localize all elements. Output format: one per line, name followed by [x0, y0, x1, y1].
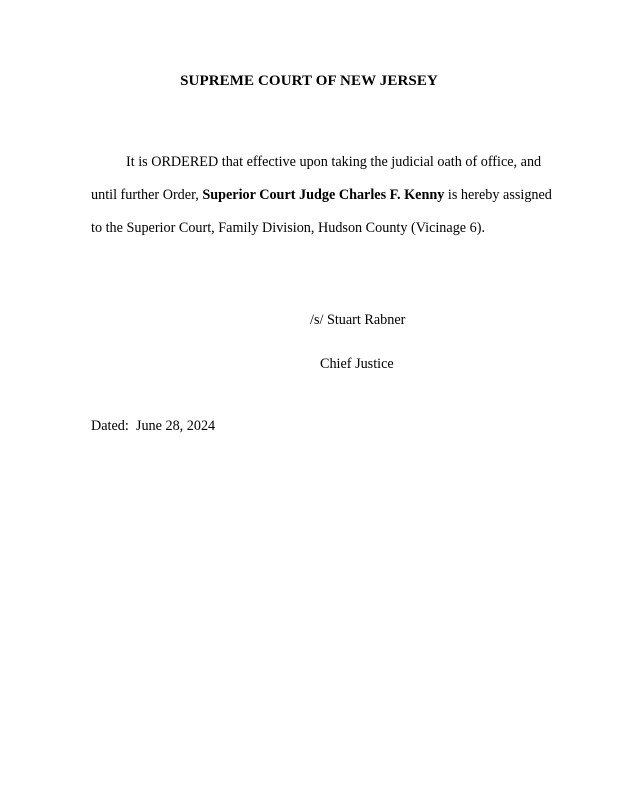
- signer-title: Chief Justice: [320, 356, 394, 372]
- dated-label: Dated:: [91, 418, 129, 434]
- judge-name: Superior Court Judge Charles F. Kenny: [202, 187, 445, 203]
- order-paragraph: [91, 146, 552, 245]
- dated-date: June 28, 2024: [135, 418, 216, 434]
- order-line-2: [91, 179, 552, 212]
- order-line-3: to the Superior Court, Family Division, Hudson County (Vicinage 6).: [91, 220, 486, 236]
- order-line-2-suffix: is hereby assigned: [444, 187, 552, 203]
- order-line-2-prefix: until further Order,: [91, 187, 203, 203]
- signature: /s/ Stuart Rabner: [310, 312, 406, 328]
- court-title: SUPREME COURT OF NEW JERSEY: [180, 73, 438, 89]
- order-line-1: It is ORDERED that effective upon taking the judicial oath of office, and: [126, 154, 542, 170]
- dated-line: [91, 418, 215, 435]
